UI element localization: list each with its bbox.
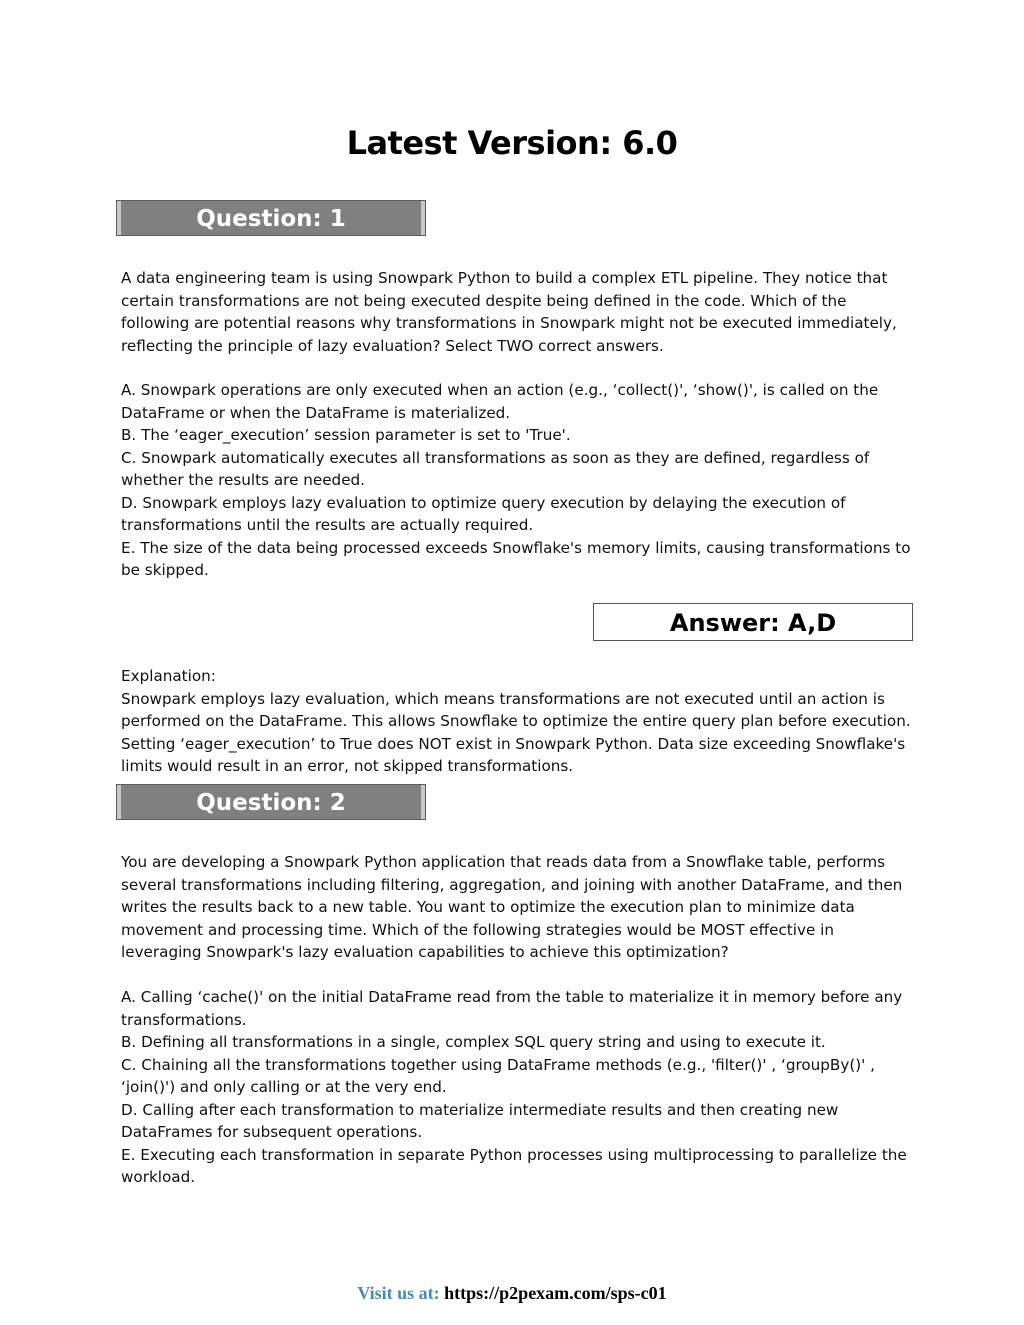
question-2-text-line: writes the results back to a new table. You want to optimize the execution plan to minimize data (121, 898, 855, 916)
footer-visit-label: Visit us at: (357, 1283, 440, 1303)
answer-label: Answer: A,D (669, 609, 837, 637)
question-2-option-line: D. Calling after each transformation to materialize intermediate results and then creating new (121, 1100, 839, 1119)
question-1-option-line: whether the results are needed. (121, 471, 366, 489)
question-2-option-line: E. Executing each transformation in separate Python processes using multiprocessing to parallelize the (121, 1145, 907, 1164)
question-1-option-line: A. Snowpark operations are only executed when an action (e.g., ‘collect()', ‘show()', is called on the (121, 381, 879, 399)
question-1-text-line: A data engineering team is using Snowpark Python to build a complex ETL pipeline. They notice that (121, 269, 888, 287)
question-1-text-line: certain transformations are not being executed despite being defined in the code. Which of the (121, 291, 847, 310)
explanation-line: performed on the DataFrame. This allows Snowflake to optimize the entire query plan before execution. (121, 712, 911, 730)
question-1-option-line: E. The size of the data being processed exceeds Snowflake's memory limits, causing transformations to (121, 538, 911, 557)
question-2-option-line: DataFrames for subsequent operations. (121, 1123, 423, 1141)
footer-url-link[interactable]: https://p2pexam.com/sps-c01 (444, 1283, 667, 1303)
question-1-options (121, 379, 911, 582)
page-title: Latest Version: 6.0 (346, 124, 678, 162)
question-2-option-line: C. Chaining all the transformations together using DataFrame methods (e.g., 'filter()' , ‘groupBy()' , (121, 1055, 876, 1074)
question-1-text (121, 267, 911, 357)
question-1-text-line: following are potential reasons why transformations in Snowpark might not be executed immediately, (121, 314, 897, 332)
question-2-text-line: leveraging Snowpark's lazy evaluation capabilities to achieve this optimization? (121, 943, 729, 961)
question-1-option-line: transformations until the results are actually required. (121, 516, 534, 534)
question-2-options (121, 986, 911, 1189)
question-1-option-line: DataFrame or when the DataFrame is materialized. (121, 403, 511, 422)
footer (0, 1283, 1024, 1304)
question-2-option-line: B. Defining all transformations in a single, complex SQL query string and using to execute it. (121, 1033, 826, 1051)
question-1-header (116, 200, 426, 236)
question-2-header-label: Question: 2 (196, 790, 346, 816)
explanation-label: Explanation: (121, 667, 216, 685)
question-2-option-line: ‘join()') and only calling or at the very end. (121, 1078, 447, 1096)
question-2-option-line: workload. (121, 1168, 196, 1186)
question-1-option-line: B. The ‘eager_execution’ session parameter is set to 'True'. (121, 426, 571, 444)
question-2-text-line: movement and processing time. Which of the following strategies would be MOST effective in (121, 920, 834, 939)
question-2-text (121, 851, 911, 964)
explanation-line: Setting ‘eager_execution’ to True does NOT exist in Snowpark Python. Data size exceeding Snowflake's (121, 734, 906, 753)
question-2-option-line: transformations. (121, 1010, 247, 1029)
question-1-option-line: D. Snowpark employs lazy evaluation to optimize query execution by delaying the execution of (121, 493, 846, 512)
question-1-option-line: be skipped. (121, 561, 209, 579)
answer-box (593, 603, 913, 641)
explanation-line: limits would result in an error, not skipped transformations. (121, 757, 574, 775)
explanation-line: Snowpark employs lazy evaluation, which means transformations are not executed until an action is (121, 689, 885, 708)
question-1-text-line: reflecting the principle of lazy evaluation? Select TWO correct answers. (121, 336, 664, 355)
question-1-header-label: Question: 1 (196, 206, 346, 232)
question-2-text-line: You are developing a Snowpark Python application that reads data from a Snowflake table, performs (121, 853, 886, 871)
question-1-explanation (121, 665, 911, 778)
question-2-text-line: several transformations including filtering, aggregation, and joining with another DataFrame, and then (121, 875, 903, 894)
question-2-option-line: A. Calling ‘cache()' on the initial DataFrame read from the table to materialize it in memory before any (121, 988, 903, 1006)
question-1-option-line: C. Snowpark automatically executes all transformations as soon as they are defined, regardless of (121, 448, 870, 467)
question-2-header (116, 784, 426, 820)
